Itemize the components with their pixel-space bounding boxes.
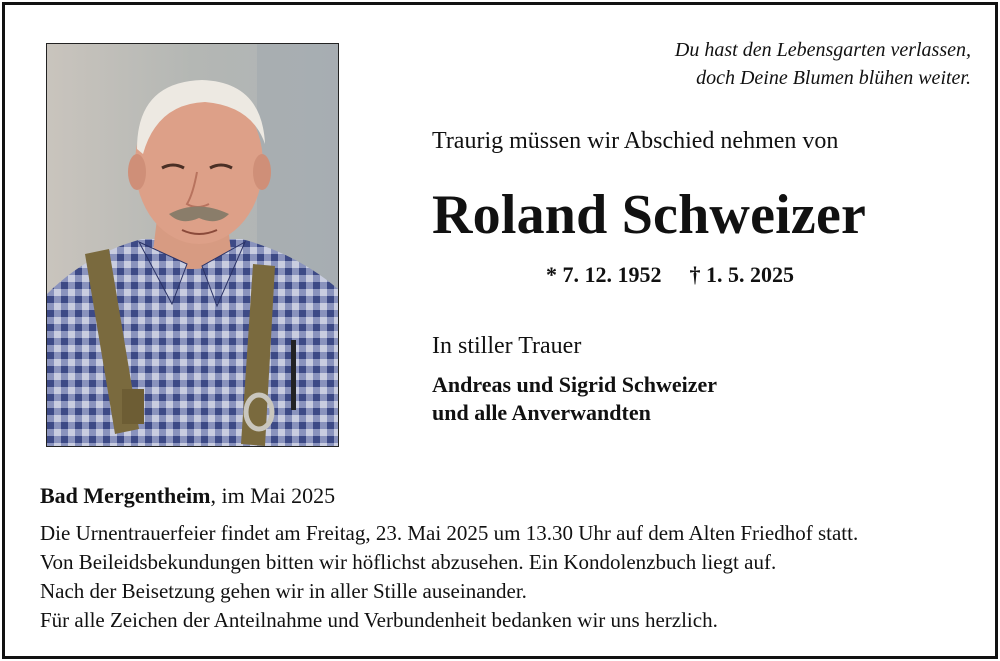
mourning-label: In stiller Trauer <box>432 333 582 359</box>
mourners-block <box>432 371 717 427</box>
obituary-card <box>2 2 998 659</box>
place-city: Bad Mergentheim <box>40 483 211 508</box>
deceased-name: Roland Schweizer <box>432 184 867 246</box>
note-line: Von Beileidsbekundungen bitten wir höflichst abzusehen. Ein Kondolenzbuch liegt auf. <box>40 550 777 574</box>
motto-line-1: Du hast den Lebensgarten verlassen, <box>674 39 971 61</box>
note-line: Nach der Beisetzung gehen wir in aller Stille auseinander. <box>40 579 527 603</box>
mourners-line-1: Andreas und Sigrid Schweizer <box>432 372 718 397</box>
mourners-line-2: und alle Anverwandten <box>432 400 651 425</box>
motto-quote <box>571 36 971 92</box>
intro-text: Traurig müssen wir Abschied nehmen von <box>432 128 839 154</box>
death-date: † 1. 5. 2025 <box>689 262 794 287</box>
birth-date: * 7. 12. 1952 <box>546 262 662 287</box>
note-line: Für alle Zeichen der Anteilnahme und Verbundenheit bedanken wir uns herzlich. <box>40 608 718 632</box>
motto-line-2: doch Deine Blumen blühen weiter. <box>696 67 971 89</box>
place-date <box>40 483 335 509</box>
portrait-photo <box>46 43 339 447</box>
place-month: , im Mai 2025 <box>210 483 336 508</box>
notes-block <box>40 519 858 635</box>
note-line: Die Urnentrauerfeier findet am Freitag, 23. Mai 2025 um 13.30 Uhr auf dem Alten Friedhof statt. <box>40 521 859 545</box>
life-dates <box>546 262 794 288</box>
